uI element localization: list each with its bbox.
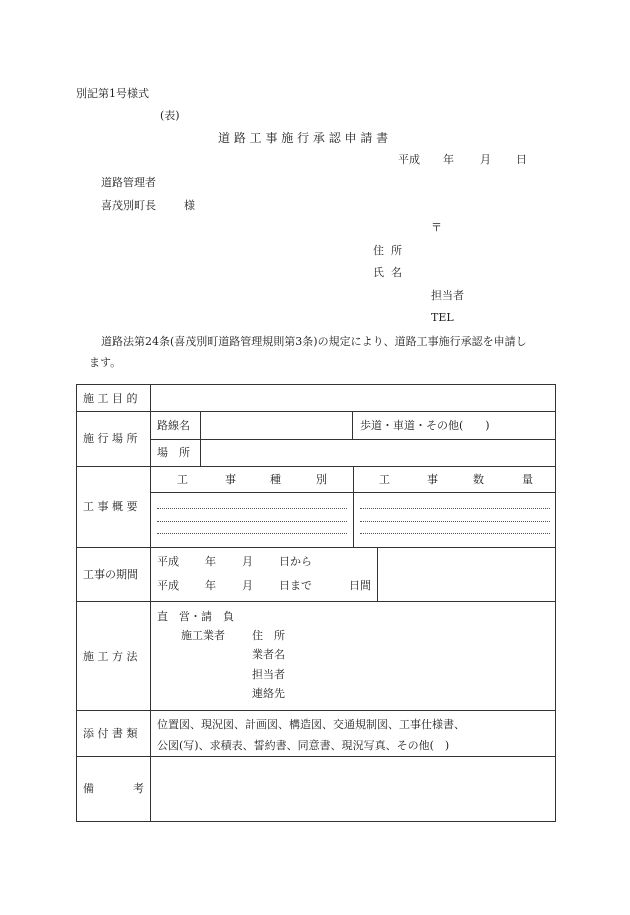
work-amount-char-2: 事 [427,473,438,486]
period-to-era: 平成 [157,579,179,592]
contractor-phone-label: 連絡先 [252,687,285,700]
period-from-era: 平成 [157,555,179,568]
statement-line2: ます。 [89,356,122,369]
overview-label: 工 事 概 要 [83,500,138,513]
place-label: 施 行 場 所 [83,432,138,445]
work-type-char-1: 工 [177,473,188,486]
applicant-tel-label: TEL [431,311,454,324]
addressee-line2: 喜茂別町長 [101,199,156,212]
work-amount-char-4: 量 [522,473,533,486]
work-type-char-3: 種 [270,473,281,486]
purpose-field[interactable] [151,385,556,411]
period-to-month: 月 [242,579,253,592]
work-amount-field[interactable] [354,493,556,547]
remarks-char-1: 備 [83,782,94,795]
date-year: 年 [443,153,454,166]
applicant-address-label: 住 所 [373,244,402,257]
date-era: 平成 [398,153,420,166]
form-number: 別記第1号様式 [76,87,149,100]
period-to-year: 年 [205,579,216,592]
postal-mark: 〒 [431,221,442,234]
remarks-field[interactable] [151,757,556,822]
days-label: 日間 [349,579,371,592]
attachments-line2: 公図(写)、求積表、誓約書、同意書、現況写真、その他( ) [157,739,450,752]
route-label: 路線名 [157,419,190,432]
form-side: (表) [160,109,180,122]
period-to-suffix: 日まで [279,579,312,592]
period-from-month: 月 [242,555,253,568]
period-label: 工事の期間 [83,568,138,581]
period-notes-field[interactable] [378,548,556,601]
application-form-table [76,384,556,822]
contractor-label: 施工業者 [181,629,225,642]
work-type-char-4: 別 [316,473,327,486]
location-label: 場 所 [157,446,190,459]
attachments-line1: 位置図、現況図、計画図、構造図、交通規制図、工事仕様書、 [157,718,465,731]
date-day: 日 [516,153,527,166]
addressee-honorific: 様 [184,199,195,212]
work-amount-char-1: 工 [379,473,390,486]
purpose-label: 施 工 目 的 [83,392,138,405]
period-from-suffix: 日から [279,555,312,568]
statement-line1: 道路法第24条(喜茂別町道路管理規則第3条)の規定により、道路工事施行承認を申請し [101,335,527,348]
contractor-address-label: 住 所 [252,629,285,642]
road-type-options[interactable]: 歩道・車道・その他( ) [360,419,490,432]
contractor-contact-label: 担当者 [252,668,285,681]
period-from-year: 年 [205,555,216,568]
remarks-char-2: 考 [133,782,144,795]
work-type-char-2: 事 [225,473,236,486]
date-month: 月 [480,153,491,166]
work-type-field[interactable] [151,493,353,547]
applicant-name-label: 氏 名 [373,266,402,279]
contractor-company-label: 業者名 [252,648,285,661]
method-type[interactable]: 直 営・請 負 [157,610,234,623]
form-title: 道 路 工 事 施 行 承 認 申 請 書 [218,131,389,145]
applicant-contact-label: 担当者 [431,289,464,302]
addressee-line1: 道路管理者 [101,176,156,189]
route-name-field[interactable] [201,412,352,439]
location-field[interactable] [201,440,556,466]
method-label: 施 工 方 法 [83,650,138,663]
work-amount-char-3: 数 [473,473,484,486]
attachments-label: 添 付 書 類 [83,727,138,740]
